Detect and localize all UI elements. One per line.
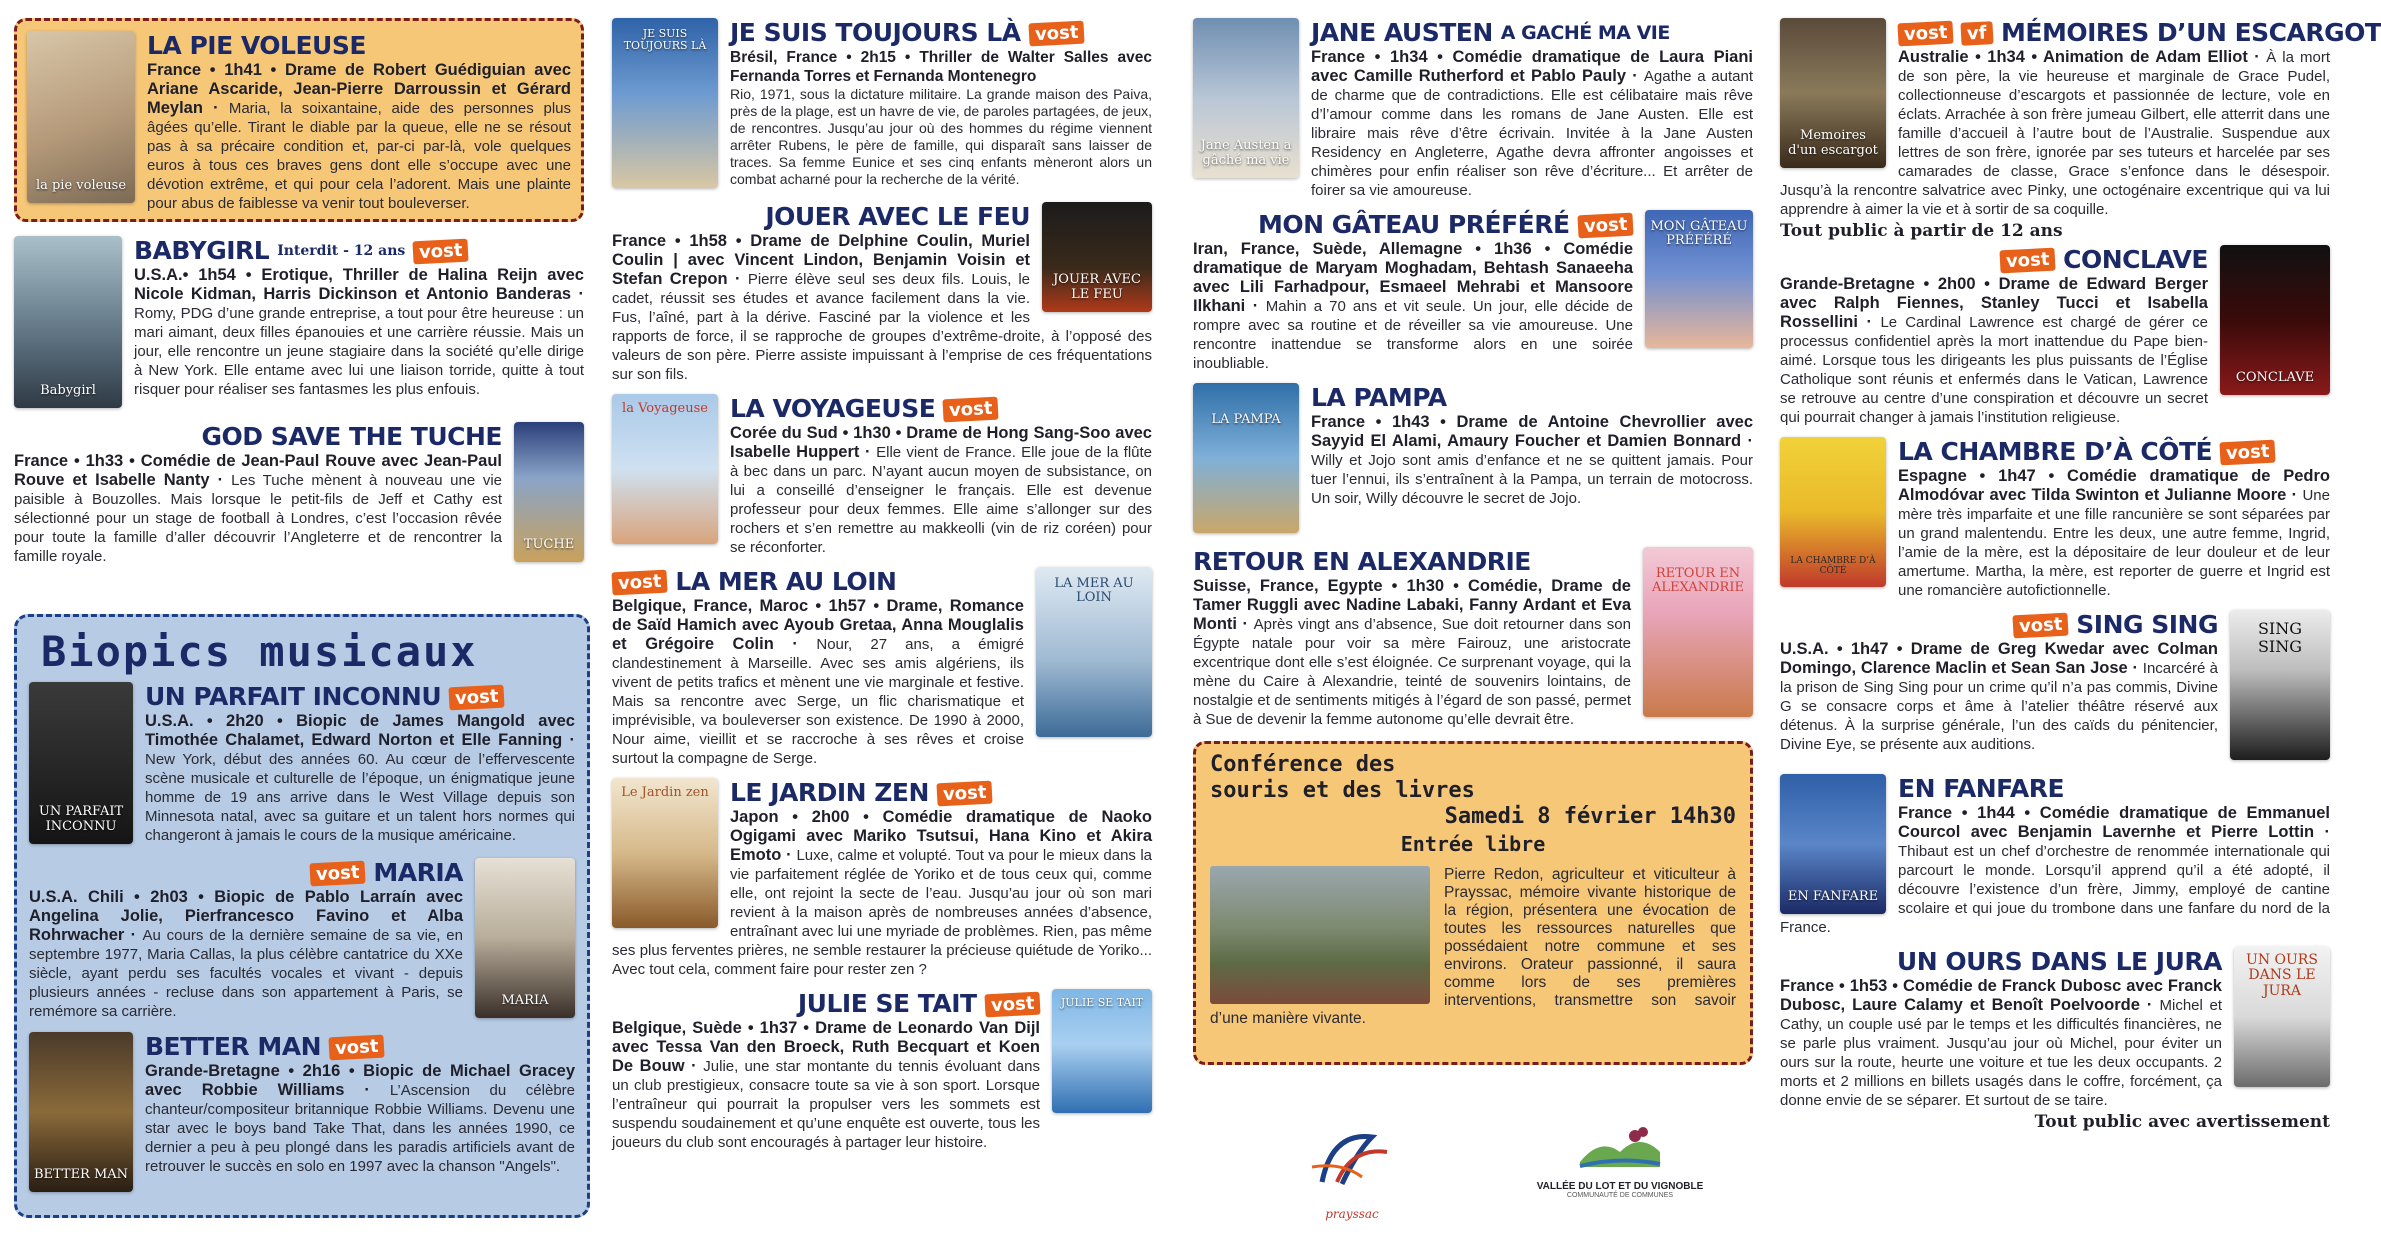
film-sing-sing: SING SING vost SING SING U.S.A. • 1h47 • Drame de Greg Kwedar avec Colman Domingo, Clarence Maclin et Sean San Jose · Incarcéré à la prison de Sing Sing pour un crime qu’il n’a pas commis, Divine G se consacre corps et âme à l’atelier théâtre réservé aux détenus. À la surprise générale, l’un des caïds du pénitencier, Divine Eye, se présente aux auditions.	[1780, 610, 2330, 764]
poster-babygirl	[14, 236, 122, 408]
film-un-ours-dans-le-jura: UN OURS DANS LE JURA UN OURS DANS LE JURA France • 1h53 • Comédie de Franck Dubosc avec Franck Dubosc, Laure Calamy et Benoît Poelvoorde · Michel et Cathy, un couple usé par le temps et les difficultés financières, ne se parle plus vraiment. Jusqu’au jour où Michel, pour éviter un ours sur la route, heurte une voiture et tue les deux occupants. 2 morts et 2 millions en billets usagés dans le coffre, forcément, ça donne envie de se séparer. Et surtout de se taire. Tout public avec avertissement	[1780, 947, 2330, 1132]
poster-title: UN OURS DANS LE JURA	[2246, 952, 2318, 999]
poster-mon-gateau-prefere	[1645, 210, 1753, 348]
film-info: France • 1h44 • Comédie dramatique de Emmanuel Courcol avec Benjamin Lavernhe et Pierre Lottin	[1898, 804, 2330, 841]
film-title: JANE AUSTEN	[1311, 18, 1493, 47]
poster-un-ours-dans-le-jura	[2234, 947, 2330, 1087]
film-info: France • 1h58 • Drame de Delphine Coulin, Muriel Coulin | avec Vincent Lindon, Benjamin Voisin et Stefan Crepon	[612, 232, 1030, 288]
poster-title: Le Jardin zen	[621, 785, 709, 800]
vost-badge: vost	[1999, 247, 2056, 273]
film-title: LE JARDIN ZEN	[730, 778, 929, 807]
film-title-suffix: A GACHÉ MA VIE	[1500, 22, 1670, 44]
poster-title: MARIA	[501, 992, 549, 1008]
film-info: Iran, France, Suède, Allemagne • 1h36 • Comédie dramatique de Maryam Moghadam, Behtash Sanaeeha avec Lili Farhadpour, Esmaeel Mehrabi et Mansoore Ilkhani	[1193, 240, 1633, 315]
film-info: France • 1h43 • Drame de Antoine Chevrollier avec Sayyid El Alami, Amaury Foucher et Damien Bonnard	[1311, 413, 1753, 450]
film-je-suis-toujours-la	[612, 18, 1152, 192]
poster-la-voyageuse	[612, 394, 718, 544]
film-title: LA PIE VOLEUSE	[147, 31, 366, 60]
film-info: Brésil, France • 2h15 • Thriller de Walter Salles avec Fernanda Torres et Fernanda Montenegro	[730, 49, 1152, 85]
film-description: Une mère très imparfaite et une fille rancunière se sont séparées par un grand malentendu. Entre les deux, une autre femme, Ingrid, l’amie de la mère, est la dépositaire de leur douleur et de leur amertume. Martha, la mère, est reporter de guerre et Ingrid est une romancière autofictionnelle.	[1898, 487, 2330, 599]
film-title: LA MER AU LOIN	[675, 567, 897, 596]
film-title: LA PAMPA	[1311, 383, 1447, 412]
poster-title: SING SING	[2257, 619, 2303, 656]
poster-title: Memoires d'un escargot	[1788, 128, 1878, 158]
film-description: Mahin a 70 ans et vit seule. Un jour, elle décide de rompre avec sa routine et de réveiller sa vie amoureuse. Une rencontre inattendue se transforme alors en une soirée inoubliable.	[1193, 298, 1633, 372]
film-description: Willy et Jojo sont amis d’enfance et ne se quittent jamais. Pour tuer l’ennui, ils s’entraînent à la Pampa, un terrain de motocross. Un soir, Willy découvre le secret de Jojo.	[1311, 452, 1753, 507]
poster-la-chambre-d-a-cote	[1780, 437, 1886, 587]
vost-badge: vost	[413, 238, 470, 264]
conference-description: Pierre Redon, agriculteur et viticulteur à Prayssac, mémoire vivante historique de la région, présentera une évocation de toutes les ressources naturelles que possédaient notre commune et ses environs. Orateur passionné, il saura comme lors de ses premières interventions, transmettre son savoir d’une manière vivante.	[1210, 866, 1736, 1027]
film-info: Grande-Bretagne • 2h16 • Biopic de Michael Gracey avec Robbie Williams	[145, 1062, 575, 1099]
film-mon-gateau-prefere: MON GÂTEAU PRÉFÉRÉ MON GÂTEAU PRÉFÉRÉ vost Iran, France, Suède, Allemagne • 1h36 • Comédie dramatique de Maryam Moghadam, Behtash Sanaeeha avec Lili Farhadpour, Esmaeel Mehrabi et Mansoore Ilkhani · Mahin a 70 ans et vit seule. Un jour, elle décide de rompre avec sa routine et de réveiller sa vie amoureuse. Une rencontre inattendue se transforme alors en une soirée inoubliable.	[1193, 210, 1753, 373]
film-description: Incarcéré à la prison de Sing Sing pour un crime qu’il n’a pas commis, Divine G se consacre corps et âme à l’atelier théâtre réservé aux détenus. À la surprise générale, l’un des caïds du pénitencier, Divine Eye, se présente aux auditions.	[1780, 660, 2219, 753]
column-1	[14, 18, 584, 576]
film-description: Julie, une star montante du tennis évoluant dans un club prestigieux, consacre toute sa vie à son sport. Lorsque l’entraîneur qui pourrait la propulser vers les sommets est suspendu soudainement et qu’une enquête est ouverte, tous les joueurs du club sont encouragés à partager leur histoire.	[612, 1058, 1040, 1151]
poster-je-suis-toujours-la	[612, 18, 718, 188]
poster-memoires-d-un-escargot	[1780, 18, 1886, 168]
poster-conclave	[2220, 245, 2330, 395]
poster-title: TUCHE	[523, 536, 575, 552]
prayssac-logo-mark	[1302, 1122, 1402, 1202]
poster-sing-sing	[2230, 610, 2330, 760]
film-description: Maria, la soixantaine, aide des personnes plus âgées qu’elle. Tirant le diable par la queue, elle ne se résout pas à sa précaire condition et, par-ci par-là, vole quelques euros à tous ces braves gens dont elle s’occupe avec une dévotion extrême, et qui pour cela l’adorent. Mais une plainte pour abus de faiblesse va venir tout bouleverser.	[147, 100, 571, 212]
film-info: U.S.A. • 2h20 • Biopic de James Mangold avec Timothée Chalamet, Edward Norton et Elle Fanning	[145, 712, 575, 749]
film-title: EN FANFARE	[1898, 774, 2065, 803]
poster-la-pampa	[1193, 383, 1299, 533]
film-la-mer-au-loin: LA MER AU LOIN vost LA MER AU LOIN Belgique, France, Maroc • 1h57 • Drame, Romance de Saïd Hamich avec Ayoub Gretaa, Anna Mouglalis et Grégoire Colin · Nour, 27 ans, a émigré clandestinement à Marseille. Avec ses amis algériens, ils vivent de petits trafics et mènent une vie marginale et festive. Mais sa rencontre avec Serge, un flic charismatique et imprévisible, va bouleverser son existence. De 1990 à 2000, Nour aime, vieillit et se raccroche à ses rêves et croise surtout la compagne de Serge.	[612, 567, 1152, 768]
vost-badge: vost	[984, 991, 1041, 1017]
film-info: France • 1h53 • Comédie de Franck Dubosc avec Franck Dubosc, Laure Calamy et Benoît Poelvoorde	[1780, 977, 2222, 1014]
partner-logos	[1300, 1122, 1720, 1222]
film-title: SING SING	[2076, 610, 2218, 639]
film-title: MARIA	[373, 858, 463, 887]
film-la-voyageuse: la Voyageuse LA VOYAGEUSE vost Corée du Sud • 1h30 • Drame de Hong Sang-Soo avec Isabelle Huppert · Elle vient de France. Elle joue de la flûte à bec dans un parc. N’ayant aucun moyen de subsistance, on lui a conseillé d’enseigner le français. Elle est devenue professeur pour deux femmes. Elle aime s’allonger sur des rochers et s’en remettre au makkeolli (vin de riz coréen) pour se réconforter.	[612, 394, 1152, 557]
film-description: Les Tuche mènent à nouveau une vie paisible à Bouzolles. Mais lorsque le petit-fils de Jeff et Cathy est sélectionné pour un stage de football à Londres, c’est l’occasion rêvée pour toute la famille d’aller découvrir l’Angleterre et de rencontrer la famille royale.	[14, 472, 502, 565]
film-title: JOUER AVEC LE FEU	[765, 202, 1030, 231]
conference-section	[1193, 741, 1753, 1065]
section-title: Biopics musicaux	[41, 627, 478, 676]
film-info: Australie • 1h34 • Animation de Adam Elliot	[1898, 48, 2248, 66]
film-info: U.S.A.• 1h54 • Erotique, Thriller de Halina Reijn avec Nicole Kidman, Harris Dickinson et Antonio Banderas	[134, 266, 584, 303]
poster-title: JULIE SE TAIT	[1060, 996, 1144, 1009]
poster-jouer-avec-le-feu	[1042, 202, 1152, 312]
film-description: Luxe, calme et volupté. Tout va pour le mieux dans la vie parfaitement réglée de Yoriko et de tous ceux qui, comme elle, ont rejoint la secte de l’eau. Jusqu’au jour où son mari revient à la maison après de nombreuses années d’absence, entraînant avec lui une myriade de problèmes. Rien, pas même ses plus ferventes prières, ne semble restaurer la précieuse quiétude de Yoriko... Avec tout cela, comment faire pour rester zen ?	[612, 847, 1152, 978]
poster-le-jardin-zen	[612, 778, 718, 928]
vost-badge: vost	[2220, 439, 2277, 465]
vost-badge: vost	[449, 684, 506, 710]
film-description: Elle vient de France. Elle joue de la flûte à bec dans un parc. N’ayant aucun moyen de subsistance, on lui a conseillé d’enseigner le français. Elle est devenue professeur pour deux femmes. Elle aime s’allonger sur des rochers et s’en remettre au makkeolli (vin de riz coréen) pour se réconforter.	[730, 444, 1152, 556]
poster-title: JOUER AVEC LE FEU	[1053, 272, 1141, 302]
film-description: Au cours de la dernière semaine de sa vie, en septembre 1977, Maria Callas, la plus célèbre cantatrice du XXe siècle, ayant perdu ses facultés vocales et vivant - depuis plusieurs années - recluse dans son appartement à Paris, se remémore sa carrière.	[29, 927, 463, 1020]
film-better-man: BETTER MAN BETTER MAN vost Grande-Bretagne • 2h16 • Biopic de Michael Gracey avec Robbie Williams · L’Ascension du célèbre chanteur/compositeur britannique Robbie Williams. Devenu une star avec le boys band Take That, dans les années 1990, ce dernier a peu à peu plongé dans les paradis artificiels avant de retrouver le succès en solo en 1997 avec la chanson "Angels".	[29, 1032, 575, 1196]
film-memoires-d-un-escargot: Memoires d'un escargot vost vf MÉMOIRES D’UN ESCARGOT Australie • 1h34 • Animation de Adam Elliot · À la mort de son père, la vie heureuse et marginale de Grace Pudel, collectionneuse d’escargots et passionnée de lecture, vole en éclats. Arrachée à son frère jumeau Gilbert, elle atterrit dans une famille d’accueil à l’autre bout de l’Australie. Suspendue aux lettres de son frère, ignorée par ses tuteurs et harcelée par ses camarades de classe, Grace s’enfonce dans le désespoir. Jusqu’à la rencontre salvatrice avec Pinky, une octogénaire excentrique qui va lui apprendre à aimer la vie et à sortir de sa coquille. Tout public à partir de 12 ans	[1780, 18, 2381, 241]
vost-badge: vost	[936, 780, 993, 806]
film-info: Espagne • 1h47 • Comédie dramatique de Pedro Almodóvar avec Tilda Swinton et Julianne Moore	[1898, 467, 2330, 504]
film-info: Belgique, Suède • 1h37 • Drame de Leonardo Van Dijl avec Tessa Van den Broeck, Ruth Becquart et Koen De Bouw	[612, 1019, 1040, 1075]
conference-entry: Entrée libre	[1400, 832, 1546, 856]
vallee-label: VALLÉE DU LOT ET DU VIGNOBLE	[1536, 1181, 1704, 1192]
film-title: LA VOYAGEUSE	[730, 394, 936, 423]
film-description: L’Ascension du célèbre chanteur/compositeur britannique Robbie Williams. Devenu une star avec le boys band Take That, dans les années 1990, ce dernier a peu à peu plongé dans les paradis artificiels avant de retrouver le succès en solo en 1997 avec la chanson "Angels".	[145, 1082, 575, 1175]
film-jane-austen: Jane Austen a gâché ma vie JANE AUSTEN A GACHÉ MA VIE France • 1h34 • Comédie dramatique de Laura Piani avec Camille Rutherford et Pablo Pauly · Agathe a autant de charme que de contradictions. Elle est célibataire mais rêve d’l’amour comme dans les romans de Jane Austen. Elle est libraire mais rêve d’être écrivain. Invitée à la Jane Austen Residency en Angleterre, Agathe devra affronter angoisses et chimères pour enfin réaliser son rêve d’écriture... Et arrêter de foirer sa vie amoureuse.	[1193, 18, 1753, 200]
film-babygirl: Babygirl BABYGIRL Interdit - 12 ans vost U.S.A.• 1h54 • Erotique, Thriller de Halina Reijn avec Nicole Kidman, Harris Dickinson et Antonio Banderas · Romy, PDG d’une grande entreprise, a tout pour être heureuse : un mari aimant, deux filles épanouies et une carrière réussie. Mais un jour, elle rencontre un jeune stagiaire dans la société qu’elle dirige à New York. Elle entame avec lui une liaison torride, quitte à tout risquer pour réaliser ses fantasmes les plus enfouis.	[14, 236, 584, 412]
film-julie-se-tait: JULIE SE TAIT JULIE SE TAIT vost Belgique, Suède • 1h37 • Drame de Leonardo Van Dijl avec Tessa Van den Broeck, Ruth Becquart et Koen De Bouw · Julie, une star montante du tennis évoluant dans un club prestigieux, consacre toute sa vie à son sport. Lorsque l’entraîneur qui pourrait la propulser vers les sommets est suspendu soudainement et qu’une enquête est ouverte, tous les joueurs du club sont encouragés à partager leur histoire.	[612, 989, 1152, 1152]
poster-title: MON GÂTEAU PRÉFÉRÉ	[1650, 219, 1748, 249]
conference-title-2: souris et des livres	[1210, 778, 1475, 803]
film-description: Romy, PDG d’une grande entreprise, a tout pour être heureuse : un mari aimant, deux filles épanouies et une carrière réussie. Mais un jour, elle rencontre un jeune stagiaire dans la société qu’elle dirige à New York. Elle entame avec lui une liaison torride, quitte à tout risquer pour réaliser ses fantasmes les plus enfouis.	[134, 305, 584, 398]
film-title: JE SUIS TOUJOURS LÀ	[730, 18, 1021, 47]
poster-la-mer-au-loin	[1036, 567, 1152, 737]
film-retour-en-alexandrie: RETOUR EN ALEXANDRIE RETOUR EN ALEXANDRIE Suisse, France, Egypte • 1h30 • Comédie, Drame de Tamer Ruggli avec Nadine Labaki, Fanny Ardant et Eva Monti · Après vingt ans d’absence, Sue doit retourner dans son Égypte natale pour voir sa mère Fairouz, une aristocrate excentrique dont elle s’est éloignée. Ce surprenant voyage, qui la mène du Caire à Alexandrie, teinté de souvenirs lointains, de nostalgie et de sentiments mitigés à l’égard de son passé, permet à Sue de devenir la femme autonome qu’elle devrait être.	[1193, 547, 1753, 729]
prayssac-logo	[1302, 1122, 1402, 1221]
film-title: RETOUR EN ALEXANDRIE	[1193, 547, 1531, 576]
poster-maria	[475, 858, 575, 1018]
film-description: Pierre élève seul ses deux fils. Louis, le cadet, réussit ses études et avance facilement dans la vie. Fus, l’aîné, part à la dérive. Fasciné par la violence et les rapports de force, il se rapproche de groupes d’extrême-droite, à l’opposé des valeurs de son père. Pierre assiste impuissant à l’emprise de ces fréquentations sur son fils.	[612, 271, 1152, 383]
film-title: MÉMOIRES D’UN ESCARGOT	[2001, 18, 2381, 47]
poster-tuche	[514, 422, 584, 562]
film-title: UN OURS DANS LE JURA	[1896, 947, 2222, 976]
conference-photo	[1210, 866, 1430, 1004]
vost-badge: vost	[328, 1034, 385, 1060]
film-info: U.S.A. • 1h47 • Drame de Greg Kwedar avec Colman Domingo, Clarence Maclin et Sean San Jose	[1780, 640, 2218, 677]
film-maria: MARIA vost MARIA U.S.A. Chili • 2h03 • Biopic de Pablo Larraín avec Angelina Jolie, Pierfrancesco Favino et Alba Rohrwacher · Au cours de la dernière semaine de sa vie, en septembre 1977, Maria Callas, la plus célèbre cantatrice du XXe siècle, ayant perdu ses facultés vocales et vivant - depuis plusieurs années - recluse dans son appartement à Paris, se remémore sa carrière.	[29, 858, 575, 1022]
film-info: France • 1h34 • Comédie dramatique de Laura Piani avec Camille Rutherford et Pablo Pauly	[1311, 48, 1753, 85]
film-description: Michel et Cathy, un couple usé par le temps et les difficultés financières, ne se parle plus vraiment. Jusqu’au jour où Michel, pour éviter un ours sur la route, heurte une voiture et tue les deux occupants. 2 morts et 2 millions en billets usagés dans le coffre, forcément, ça donne envie de se séparer. Et surtout de se taire.	[1780, 997, 2222, 1109]
film-description: Le Cardinal Lawrence est chargé de gérer ce processus confidentiel après la mort inattendue du Pape bien-aimé. Lorsque tous les dirigeants les plus puissants de l’Église Catholique sont réunis et enfermés dans le Vatican, Lawrence se retrouve au centre d’une conspiration et découvre un secret qui pourrait changer à jamais l’institution religieuse.	[1780, 314, 2208, 426]
film-description: À la mort de son père, la vie heureuse et marginale de Grace Pudel, collectionneuse d’escargots et passionnée de lecture, vole en éclats. Arrachée à son frère jumeau Gilbert, elle atterrit dans une famille d’accueil à l’autre bout de l’Australie. Suspendue aux lettres de son frère, ignorée par ses tuteurs et harcelée par ses camarades de classe, Grace s’enfonce dans le désespoir. Jusqu’à la rencontre salvatrice avec Pinky, une octogénaire excentrique qui va lui apprendre à aimer la vie et à sortir de sa coquille.	[1780, 49, 2330, 218]
film-title: BABYGIRL	[134, 236, 270, 265]
film-la-pie-voleuse: la pie voleuse LA PIE VOLEUSE France • 1h41 • Drame de Robert Guédiguian avec Ariane Ascaride, Jean-Pierre Darroussin et Gérard Meylan · Maria, la soixantaine, aide des personnes plus âgées qu’elle. Tirant le diable par la queue, elle ne se résout pas à sa précaire condition et, par-ci par-là, vole quelques euros à tous ces braves gens dont elle s’occupe avec une dévotion extrême, et qui pour cela l’adorent. Mais une plainte pour abus de faiblesse va venir tout bouleverser.	[14, 18, 584, 222]
prayssac-label: prayssac	[1325, 1207, 1379, 1221]
column-4	[1780, 18, 2381, 1132]
film-la-chambre-d-a-cote: LA CHAMBRE D’À CÔTÉ LA CHAMBRE D’À CÔTÉ vost Espagne • 1h47 • Comédie dramatique de Pedro Almodóvar avec Tilda Swinton et Julianne Moore · Une mère très imparfaite et une fille rancunière se sont séparées par un grand malentendu. Entre les deux, une autre femme, Ingrid, l’amie de la mère, est la dépositaire de leur douleur et de leur amertume. Martha, la mère, est reporter de guerre et Ingrid est une romancière autofictionnelle.	[1780, 437, 2330, 600]
poster-title: la pie voleuse	[35, 177, 127, 193]
age-rating: Interdit - 12 ans	[277, 243, 406, 259]
film-info: U.S.A. Chili • 2h03 • Biopic de Pablo Larraín avec Angelina Jolie, Pierfrancesco Favino et Alba Rohrwacher	[29, 888, 463, 944]
poster-julie-se-tait	[1052, 989, 1152, 1113]
poster-title: JE SUIS TOUJOURS LÀ	[623, 27, 707, 53]
vost-badge: vost	[309, 860, 366, 886]
audience-note: Tout public à partir de 12 ans	[1780, 221, 2063, 241]
poster-un-parfait-inconnu	[29, 682, 133, 844]
film-title: MON GÂTEAU PRÉFÉRÉ	[1258, 210, 1570, 239]
film-description: Nour, 27 ans, a émigré clandestinement à Marseille. Avec ses amis algériens, ils vivent de petits trafics et mènent une vie marginale et festive. Mais sa rencontre avec Serge, un flic charismatique et imprévisible, va bouleverser son existence. De 1990 à 2000, Nour aime, vieillit et se raccroche à ses rêves et croise surtout la compagne de Serge.	[612, 636, 1024, 767]
poster-better-man	[29, 1032, 133, 1192]
film-description: Rio, 1971, sous la dictature militaire. La grande maison des Paiva, près de la plage, est un havre de vie, de paroles partagées, de jeux, de rencontres. Jusqu’au jour où des hommes du régime viennent arrêter Rubens, le père de famille, qui disparaît sans laisser de traces. Sa femme Eunice et ses cinq enfants mèneront alors un combat acharné pour la recherche de la vérité.	[730, 86, 1152, 187]
poster-jane-austen	[1193, 18, 1299, 178]
poster-title: CONCLAVE	[2235, 369, 2315, 385]
film-description: Après vingt ans d’absence, Sue doit retourner dans son Égypte natale pour voir sa mère Fairouz, une aristocrate excentrique dont elle s’est éloignée. Ce surprenant voyage, qui la mène du Caire à Alexandrie, teinté de souvenirs lointains, de nostalgie et de sentiments mitigés à l’égard de son passé, permet à Sue de devenir la femme autonome qu’elle devrait être.	[1193, 616, 1631, 728]
vost-badge: vost	[1028, 20, 1085, 46]
film-info: Corée du Sud • 1h30 • Drame de Hong Sang-Soo avec Isabelle Huppert	[730, 424, 1152, 461]
film-title: LA CHAMBRE D’À CÔTÉ	[1898, 437, 2213, 466]
audience-note: Tout public avec avertissement	[2034, 1112, 2330, 1132]
poster-title: LA PAMPA	[1211, 412, 1281, 427]
film-la-pampa: LA PAMPA LA PAMPA France • 1h43 • Drame de Antoine Chevrollier avec Sayyid El Alami, Amaury Foucher et Damien Bonnard · Willy et Jojo sont amis d’enfance et ne se quittent jamais. Pour tuer l’ennui, ils s’entraînent à la Pampa, un terrain de motocross. Un soir, Willy découvre le secret de Jojo.	[1193, 383, 1753, 537]
vost-badge: vost	[1897, 20, 1954, 46]
vost-badge: vost	[611, 569, 668, 595]
film-title: GOD SAVE THE TUCHE	[201, 422, 502, 451]
vallee-sublabel: COMMUNAUTÉ DE COMMUNES	[1566, 1192, 1674, 1199]
poster-title: RETOUR EN ALEXANDRIE	[1652, 566, 1744, 596]
film-description: Thibaut est un chef d’orchestre de renommée internationale qui parcourt le monde. Lorsqu’il apprend qu’il a été adopté, il découvre l’existence d’un frère, Jimmy, employé de cantine scolaire et qui joue du trombone dans une fanfare du nord de la France.	[1780, 843, 2330, 936]
poster-en-fanfare	[1780, 774, 1886, 914]
film-description: Agathe a autant de charme que de contradictions. Elle est célibataire mais rêve d’l’amour comme dans les romans de Jane Austen. Elle est libraire mais rêve d’être écrivain. Invitée à la Jane Austen Residency en Angleterre, Agathe devra affronter angoisses et chimères pour enfin réaliser son rêve d’écriture... Et arrêter de foirer sa vie amoureuse.	[1311, 68, 1753, 199]
vf-badge: vf	[1961, 21, 1994, 46]
film-title: BETTER MAN	[145, 1032, 321, 1061]
vost-badge: vost	[1577, 212, 1634, 238]
vallee-du-lot-logo	[1530, 1122, 1710, 1222]
film-title: JULIE SE TAIT	[797, 989, 977, 1018]
poster-retour-en-alexandrie	[1643, 547, 1753, 717]
film-jouer-avec-le-feu: JOUER AVEC LE FEU JOUER AVEC LE FEU France • 1h58 • Drame de Delphine Coulin, Muriel Coulin | avec Vincent Lindon, Benjamin Voisin et Stefan Crepon · Pierre élève seul ses deux fils. Louis, le cadet, réussit ses études et avance facilement dans la vie. Fus, l’aîné, part à la dérive. Fasciné par la violence et les rapports de force, il se rapproche de groupes d’extrême-droite, à l’opposé des valeurs de son père. Pierre assiste impuissant à l’emprise de ces fréquentations sur son fils.	[612, 202, 1152, 383]
film-info: Japon • 2h00 • Comédie dramatique de Naoko Ogigami avec Mariko Tsutsui, Hana Kino et Akira Emoto	[730, 808, 1152, 864]
film-le-jardin-zen: Le Jardin zen LE JARDIN ZEN vost Japon • 2h00 • Comédie dramatique de Naoko Ogigami avec Mariko Tsutsui, Hana Kino et Akira Emoto · Luxe, calme et volupté. Tout va pour le mieux dans la vie parfaitement réglée de Yoriko et de tous ceux qui, comme elle, ont rejoint la secte de l’eau. Jusqu’au jour où son mari revient à la maison après de nombreuses années d’absence, entraînant avec lui une myriade de problèmes. Rien, pas même ses plus ferventes prières, ne semble restaurer la précieuse quiétude de Yoriko... Avec tout cela, comment faire pour rester zen ?	[612, 778, 1152, 978]
film-un-parfait-inconnu: UN PARFAIT INCONNU UN PARFAIT INCONNU vost U.S.A. • 2h20 • Biopic de James Mangold avec Timothée Chalamet, Edward Norton et Elle Fanning · New York, début des années 60. Au cœur de l’effervescente scène musicale et culturelle de l’époque, un énigmatique jeune homme de 19 ans arrive dans le West Village depuis son Minnesota natal, avec sa guitare et un talent hors normes qui changeront à jamais le cours de la musique américaine.	[29, 682, 575, 848]
film-description: New York, début des années 60. Au cœur de l’effervescente scène musicale et culturelle de l’époque, un énigmatique jeune homme de 19 ans arrive dans le West Village depuis son Minnesota natal, avec sa guitare et un talent hors normes qui changeront à jamais le cours de la musique américaine.	[145, 751, 575, 844]
conference-date: Samedi 8 février 14h30	[1444, 804, 1736, 829]
film-info: Suisse, France, Egypte • 1h30 • Comédie, Drame de Tamer Ruggli avec Nadine Labaki, Fanny Ardant et Eva Monti	[1193, 577, 1631, 633]
poster-title: EN FANFARE	[1787, 888, 1879, 904]
column-3	[1193, 18, 1753, 1065]
film-info: France • 1h41 • Drame de Robert Guédiguian avec Ariane Ascaride, Jean-Pierre Darroussin et Gérard Meylan	[147, 61, 571, 117]
poster-la-pie-voleuse	[27, 31, 135, 203]
poster-title: la Voyageuse	[622, 401, 708, 416]
poster-title: UN PARFAIT INCONNU	[38, 804, 124, 834]
poster-title: BETTER MAN	[33, 1166, 129, 1182]
film-conclave: CONCLAVE vost CONCLAVE Grande-Bretagne • 2h00 • Drame de Edward Berger avec Ralph Fiennes, Stanley Tucci et Isabella Rossellini · Le Cardinal Lawrence est chargé de gérer ce processus confidentiel après la mort inattendue du Pape bien-aimé. Lorsque tous les dirigeants les plus puissants de l’Église Catholique sont réunis et enfermés dans le Vatican, Lawrence se retrouve au centre d’une conspiration et découvre un secret qui pourrait changer à jamais l’institution religieuse.	[1780, 245, 2330, 427]
poster-title: LA CHAMBRE D’À CÔTÉ	[1790, 556, 1876, 577]
film-info: Grande-Bretagne • 2h00 • Drame de Edward Berger avec Ralph Fiennes, Stanley Tucci et Isabella Rossellini	[1780, 275, 2208, 331]
film-title: CONCLAVE	[2063, 245, 2208, 274]
biopics-section	[14, 614, 590, 1218]
column-2	[612, 18, 1152, 1162]
film-god-save-the-tuche: TUCHE GOD SAVE THE TUCHE France • 1h33 • Comédie de Jean-Paul Rouve avec Jean-Paul Rouve et Isabelle Nanty · Les Tuche mènent à nouveau une vie paisible à Bouzolles. Mais lorsque le petit-fils de Jeff et Cathy est sélectionné pour un stage de football à Londres, c’est l’occasion rêvée pour toute la famille d’aller découvrir l’Angleterre et de rencontrer la famille royale.	[14, 422, 584, 566]
conference-title-1: Conférence des	[1210, 752, 1396, 777]
film-title: UN PARFAIT INCONNU	[145, 682, 442, 711]
vost-badge: vost	[2012, 612, 2069, 638]
poster-title: Jane Austen a gâché ma vie	[1200, 138, 1292, 168]
vost-badge: vost	[943, 396, 1000, 422]
film-en-fanfare: EN FANFARE EN FANFARE France • 1h44 • Comédie dramatique de Emmanuel Courcol avec Benjamin Lavernhe et Pierre Lottin · Thibaut est un chef d’orchestre de renommée internationale qui parcourt le monde. Lorsqu’il apprend qu’il a été adopté, il découvre l’existence d’un frère, Jimmy, employé de cantine scolaire et qui joue du trombone dans une fanfare du nord de la France.	[1780, 774, 2330, 936]
poster-title: LA MER AU LOIN	[1054, 576, 1134, 606]
film-info: Belgique, France, Maroc • 1h57 • Drame, Romance de Saïd Hamich avec Ayoub Gretaa, Anna Mouglalis et Grégoire Colin	[612, 597, 1024, 653]
vallee-logo-mark	[1575, 1122, 1665, 1172]
film-info: France • 1h33 • Comédie de Jean-Paul Rouve avec Jean-Paul Rouve et Isabelle Nanty	[14, 452, 502, 489]
poster-title: Babygirl	[40, 382, 96, 398]
